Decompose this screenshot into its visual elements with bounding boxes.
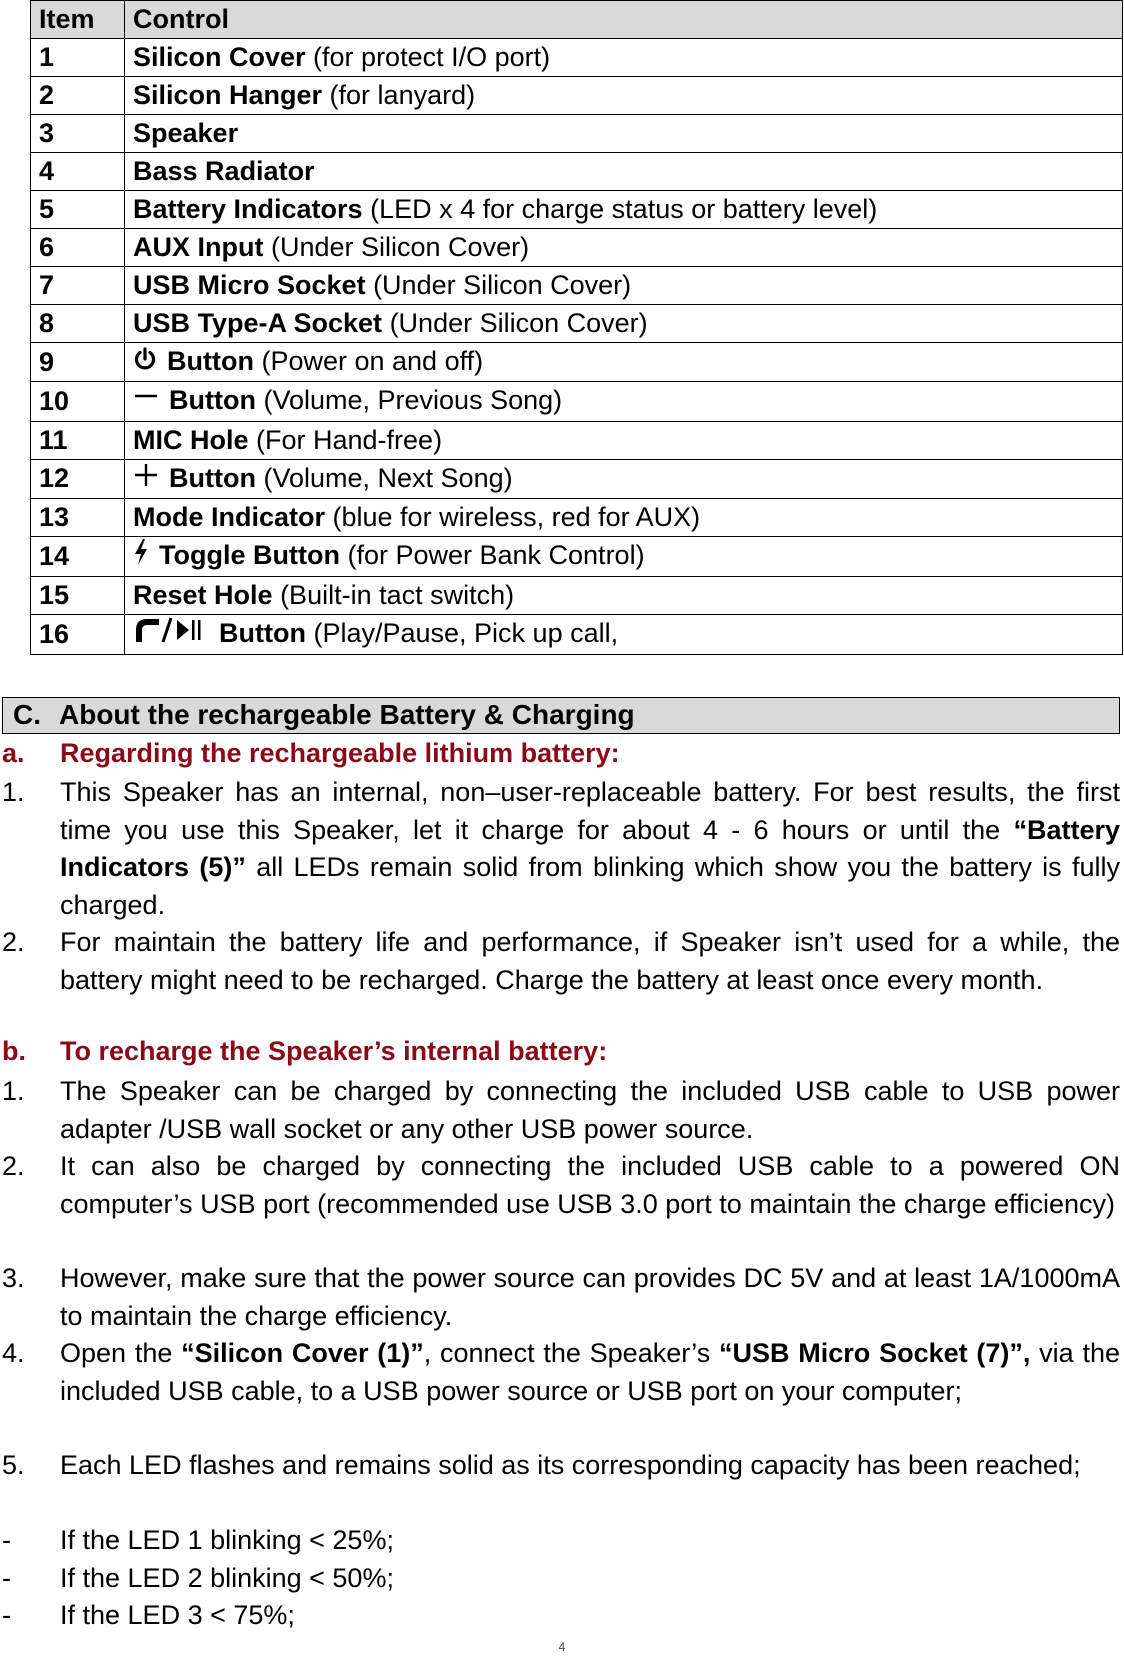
row-item-number: 8 <box>31 305 125 343</box>
minus-icon <box>133 384 159 421</box>
table-row <box>31 382 1123 421</box>
list-item <box>2 924 1120 999</box>
list-item <box>2 1073 1120 1148</box>
table-row <box>31 115 1123 153</box>
control-description: (Volume, Next Song) <box>255 462 513 493</box>
control-description: (for Power Bank Control) <box>339 540 645 571</box>
control-name: USB Type-A Socket <box>133 308 383 338</box>
control-description: (blue for wireless, red for AUX) <box>325 502 701 533</box>
control-name: Silicon Cover <box>133 42 306 72</box>
table-row <box>31 267 1123 305</box>
row-control <box>125 615 1123 655</box>
row-control <box>125 39 1123 77</box>
row-control <box>125 343 1123 382</box>
control-name: Button <box>169 385 256 416</box>
row-item-number: 2 <box>31 77 125 115</box>
subheading-b <box>2 1036 607 1067</box>
table-row <box>31 499 1123 537</box>
control-name: Reset Hole <box>133 580 273 610</box>
subheading-letter: b. <box>2 1036 26 1066</box>
table-row <box>31 615 1123 655</box>
control-name: Speaker <box>133 118 239 148</box>
header-control: Control <box>125 1 1123 39</box>
row-item-number: 10 <box>31 382 125 421</box>
row-control <box>125 499 1123 537</box>
row-control <box>125 577 1123 615</box>
control-description: (for lanyard) <box>322 80 476 110</box>
control-name: Bass Radiator <box>133 156 315 186</box>
table-row <box>31 191 1123 229</box>
control-description: (Built-in tact switch) <box>272 580 515 610</box>
list-text: Open the “Silicon Cover (1)”, connect the Speaker’s “USB Micro Socket (7)”, via the included USB cable, to a USB power source or USB port on your computer; <box>60 1338 1121 1406</box>
row-item-number: 12 <box>31 459 125 498</box>
table-row <box>31 421 1123 459</box>
row-control <box>125 459 1123 498</box>
row-item-number: 6 <box>31 229 125 267</box>
table-row <box>31 305 1123 343</box>
row-item-number: 5 <box>31 191 125 229</box>
list-number: 2. <box>2 1151 25 1181</box>
control-name: Silicon Hanger <box>133 80 323 110</box>
subheading-a <box>2 738 620 769</box>
row-item-number: 15 <box>31 577 125 615</box>
lightning-icon <box>133 538 149 576</box>
control-description: (Power on and off) <box>253 346 484 376</box>
list-item <box>2 1335 1120 1410</box>
row-item-number: 1 <box>31 39 125 77</box>
control-name: Mode Indicator <box>133 502 326 533</box>
control-name: USB Micro Socket <box>133 270 366 300</box>
list-item <box>2 1447 1120 1485</box>
control-name: MIC Hole <box>133 424 249 455</box>
control-name: AUX Input <box>133 232 264 262</box>
table-header-row <box>31 1 1123 39</box>
control-name: Button <box>169 462 256 493</box>
power-icon <box>133 344 157 381</box>
list-number: 4. <box>2 1338 25 1368</box>
list-text: For maintain the battery life and performance, if Speaker isn’t used for a while, the battery might need to be recharged. Charge the battery at least once every month. <box>60 927 1120 995</box>
control-description: (LED x 4 for charge status or battery level) <box>362 194 878 224</box>
list-number: 5. <box>2 1450 25 1480</box>
row-item-number: 9 <box>31 343 125 382</box>
row-control <box>125 537 1123 577</box>
list-text: Each LED flashes and remains solid as its corresponding capacity has been reached; <box>60 1450 1081 1480</box>
table-row <box>31 39 1123 77</box>
row-item-number: 3 <box>31 115 125 153</box>
row-item-number: 16 <box>31 615 125 655</box>
subheading-title: To recharge the Speaker’s internal battery: <box>60 1036 608 1066</box>
table-row <box>31 537 1123 577</box>
list-text: The Speaker can be charged by connecting the included USB cable to USB power adapter /USB wall socket or any other USB power source. <box>60 1076 1120 1144</box>
table-row <box>31 77 1123 115</box>
row-control <box>125 77 1123 115</box>
dash-item: - If the LED 1 blinking < 25%; <box>2 1525 394 1555</box>
row-item-number: 7 <box>31 267 125 305</box>
control-description: (Under Silicon Cover) <box>382 308 648 338</box>
header-item: Item <box>31 1 125 39</box>
row-control <box>125 191 1123 229</box>
row-item-number: 14 <box>31 537 125 577</box>
table-row <box>31 229 1123 267</box>
control-description: (Under Silicon Cover) <box>365 270 632 300</box>
phone-play-pause-icon <box>133 616 209 654</box>
row-item-number: 13 <box>31 499 125 537</box>
plus-icon <box>133 461 159 498</box>
list-number: 1. <box>2 1076 25 1106</box>
subheading-title: Regarding the rechargeable lithium battery: <box>60 738 620 768</box>
section-heading <box>2 697 1120 734</box>
row-control <box>125 267 1123 305</box>
row-control <box>125 153 1123 191</box>
control-description: (Under Silicon Cover) <box>263 232 530 262</box>
list-item <box>2 1148 1120 1223</box>
row-control <box>125 382 1123 421</box>
row-item-number: 11 <box>31 421 125 459</box>
list-item <box>2 1260 1120 1335</box>
subheading-letter: a. <box>2 738 25 768</box>
list-number: 2. <box>2 927 25 957</box>
section-title: About the rechargeable Battery & Charging <box>59 699 635 730</box>
control-description: (For Hand-free) <box>248 424 443 455</box>
table-row <box>31 459 1123 498</box>
row-control <box>125 305 1123 343</box>
list-text: However, make sure that the power source can provides DC 5V and at least 1A/1000mA to maintain the charge efficiency. <box>60 1263 1120 1331</box>
control-name: Button <box>219 618 306 648</box>
control-name: Toggle Button <box>159 540 340 571</box>
dash-item: - If the LED 3 < 75%; <box>2 1600 295 1630</box>
control-name: Button <box>167 346 254 376</box>
list-text: It can also be charged by connecting the included USB cable to a powered ON computer’s USB port (recommended use USB 3.0 port to maintain the charge efficiency) <box>60 1151 1120 1219</box>
page-number: 4 <box>558 1640 566 1654</box>
section-letter: C. <box>13 699 41 730</box>
control-description: (for protect I/O port) <box>305 42 551 72</box>
list-text: This Speaker has an internal, non–user-replaceable battery. For best results, the first time you use this Speaker, let it charge for about 4 - 6 hours or until the “Battery Indicators (5)” all LEDs remain solid from blinking which show you the battery is fully charged. <box>60 777 1120 920</box>
controls-table <box>30 0 1123 655</box>
table-row <box>31 153 1123 191</box>
dash-item: - If the LED 2 blinking < 50%; <box>2 1563 394 1593</box>
row-control <box>125 115 1123 153</box>
list-item <box>2 774 1120 924</box>
row-control <box>125 229 1123 267</box>
table-row <box>31 577 1123 615</box>
list-number: 1. <box>2 777 25 807</box>
control-description: (Play/Pause, Pick up call, <box>305 618 619 648</box>
list-number: 3. <box>2 1263 25 1293</box>
row-control <box>125 421 1123 459</box>
table-row <box>31 343 1123 382</box>
control-name: Battery Indicators <box>133 194 363 224</box>
control-description: (Volume, Previous Song) <box>255 385 563 416</box>
row-item-number: 4 <box>31 153 125 191</box>
